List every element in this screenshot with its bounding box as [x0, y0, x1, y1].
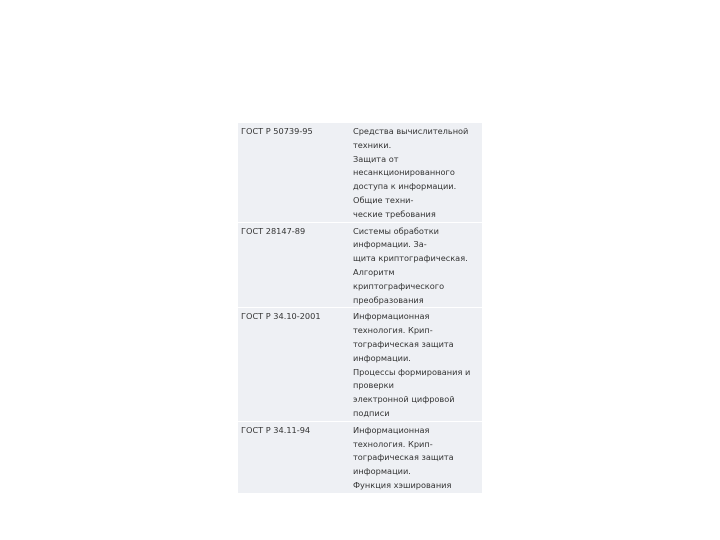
standard-code: ГОСТ Р 50739-95: [238, 123, 350, 222]
description-line: Процессы формирования и: [353, 366, 471, 377]
description-line: проверки: [353, 380, 394, 391]
description-line: ческие требования: [353, 208, 436, 219]
description-line: информации. За-: [353, 239, 427, 250]
description-line: Системы обработки: [353, 225, 439, 236]
description-line: тографическая защита: [353, 452, 454, 463]
standard-description: [350, 421, 482, 492]
description-line: технология. Крип-: [353, 438, 433, 449]
table-row: [238, 123, 482, 222]
description-line: информации.: [353, 352, 411, 363]
description-line: доступа к информации.: [353, 181, 457, 192]
description-line: Защита от: [353, 153, 399, 164]
standard-description: [350, 222, 482, 308]
description-line: техники.: [353, 139, 392, 150]
standard-description: [350, 123, 482, 222]
description-line: тографическая защита: [353, 338, 454, 349]
description-line: электронной цифровой: [353, 394, 455, 405]
description-line: Информационная: [353, 311, 430, 322]
description-line: несанкционированного: [353, 167, 455, 178]
description-line: Средства вычислительной: [353, 126, 469, 136]
description-line: Информационная: [353, 424, 430, 435]
description-line: преобразования: [353, 294, 424, 305]
standard-code: ГОСТ Р 34.11-94: [238, 421, 350, 492]
description-line: подписи: [353, 407, 390, 418]
description-line: криптографического: [353, 280, 445, 291]
description-line: технология. Крип-: [353, 325, 433, 336]
standard-code: ГОСТ Р 34.10-2001: [238, 308, 350, 421]
standard-code: ГОСТ 28147-89: [238, 222, 350, 308]
table-row: [238, 222, 482, 308]
description-line: Алгоритм: [353, 266, 395, 277]
description-line: щита криптографическая.: [353, 253, 468, 264]
table-row: [238, 308, 482, 421]
standards-table: [238, 123, 482, 493]
description-line: Функция хэширования: [353, 479, 452, 490]
description-line: информации.: [353, 466, 411, 477]
description-line: Общие техни-: [353, 194, 414, 205]
table-row: [238, 421, 482, 492]
standard-description: [350, 308, 482, 421]
